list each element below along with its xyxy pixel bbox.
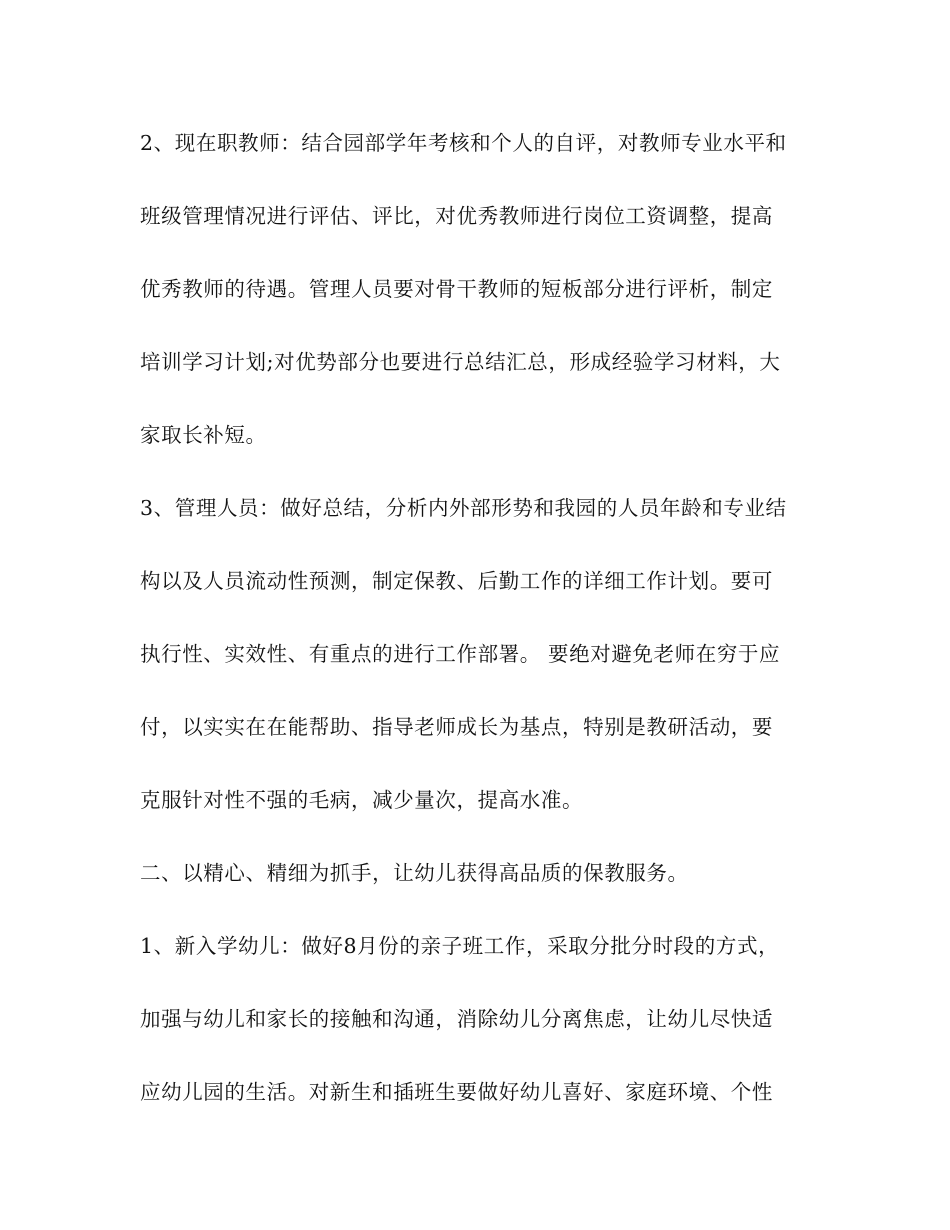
text-line: 培训学习计划;对优势部分也要进行总结汇总，形成经验学习材料，大 [140,350,781,374]
text-line: 3、管理人员：做好总结，分析内外部形势和我园的人员年龄和专业结 [140,496,787,520]
text-line: 加强与幼儿和家长的接触和沟通，消除幼儿分离焦虑，让幼儿尽快适 [140,1007,773,1031]
text-line: 二、以精心、精细为抓手，让幼儿获得高品质的保教服务。 [140,861,689,885]
text-line: 班级管理情况进行评估、评比，对优秀教师进行岗位工资调整，提高 [140,204,773,228]
text-line: 克服针对性不强的毛病，减少量次，提高水准。 [140,788,584,812]
text-line: 2、现在职教师：结合园部学年考核和个人的自评，对教师专业水平和 [140,131,787,155]
text-line: 家取长补短。 [140,423,267,447]
text-line: 构以及人员流动性预测，制定保教、后勤工作的详细工作计划。要可 [140,569,773,593]
text-line: 执行性、实效性、有重点的进行工作部署。 要绝对避免老师在穷于应 [140,642,781,666]
text-line: 优秀教师的待遇。管理人员要对骨干教师的短板部分进行评析，制定 [140,277,773,301]
text-line: 应幼儿园的生活。对新生和插班生要做好幼儿喜好、家庭环境、个性 [140,1080,773,1104]
text-line: 付，以实实在在能帮助、指导老师成长为基点，特别是教研活动，要 [140,715,773,739]
text-line: 1、新入学幼儿：做好8月份的亲子班工作，采取分批分时段的方式， [140,934,780,958]
